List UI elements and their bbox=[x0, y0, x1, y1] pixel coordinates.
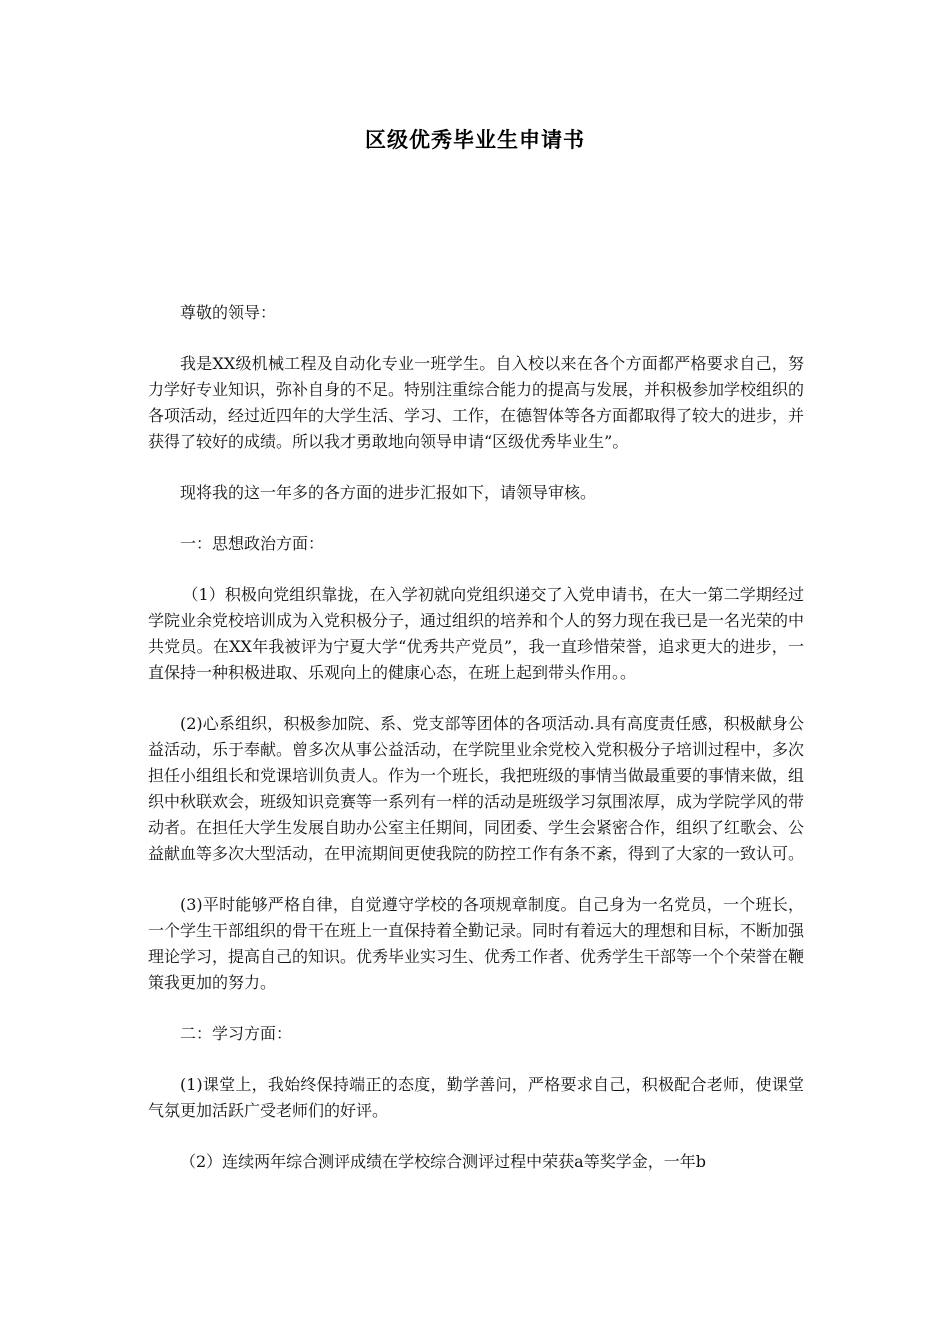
politics-item-1: （1）积极向党组织靠拢，在入学初就向党组织递交了入党申请书，在大一第二学期经过学院业余党校培训成为入党积极分子，通过组织的培养和个人的努力现在我已是一名光荣的中共党员。在XX年我被评为宁夏大学“优秀共产党员”，我一直珍惜荣誉，追求更大的进步，一直保持一种积极进取、乐观向上的健康心态，在班上起到带头作用。。 bbox=[148, 585, 805, 682]
intro-paragraph: 我是XX级机械工程及自动化专业一班学生。自入校以来在各个方面都严格要求自己，努力学好专业知识，弥补自身的不足。特别注重综合能力的提高与发展，并积极参加学校组织的各项活动，经过近四年的大学生活、学习、工作，在德智体等各方面都取得了较大的进步，并获得了较好的成绩。所以我才勇敢地向领导申请“区级优秀毕业生”。 bbox=[148, 354, 805, 451]
politics-item-3: (3)平时能够严格自律，自觉遵守学校的各项规章制度。自己身为一名党员，一个班长，一个学生干部组织的骨干在班上一直保持着全勤记录。同时有着远大的理想和目标，不断加强理论学习，提高自己的知识。优秀毕业实习生、优秀工作者、优秀学生干部等一个个荣誉在鞭策我更加的努力。 bbox=[148, 895, 805, 992]
report-intro: 现将我的这一年多的各方面的进步汇报如下，请领导审核。 bbox=[180, 483, 597, 502]
study-item-2: （2）连续两年综合测评成绩在学校综合测评过程中荣获a等奖学金，一年b bbox=[180, 1152, 706, 1171]
politics-item-2: (2)心系组织，积极参加院、系、党支部等团体的各项活动.具有高度责任感，积极献身公益活动，乐于奉献。曾多次从事公益活动，在学院里业余党校入党积极分子培训过程中，多次担任小组组长和党课培训负责人。作为一个班长，我把班级的事情当做最重要的事情来做，组织中秋联欢会，班级知识竞赛等一系列有一样的活动是班级学习氛围浓厚，成为学院学风的带动者。在担任大学生发展自助办公室主任期间，同团委、学生会紧密合作，组织了红歌会、公益献血等多次大型活动，在甲流期间更使我院的防控工作有条不紊，得到了大家的一致认可。 bbox=[148, 714, 805, 863]
section-heading-study: 二：学习方面： bbox=[180, 1024, 293, 1043]
salutation: 尊敬的领导： bbox=[180, 303, 277, 322]
study-item-1: (1)课堂上，我始终保持端正的态度，勤学善问，严格要求自己，积极配合老师，使课堂气氛更加活跃广受老师们的好评。 bbox=[148, 1075, 804, 1120]
document-title: 区级优秀毕业生申请书 bbox=[365, 127, 585, 152]
section-heading-politics: 一：思想政治方面： bbox=[180, 534, 325, 553]
document-body bbox=[148, 300, 804, 1175]
